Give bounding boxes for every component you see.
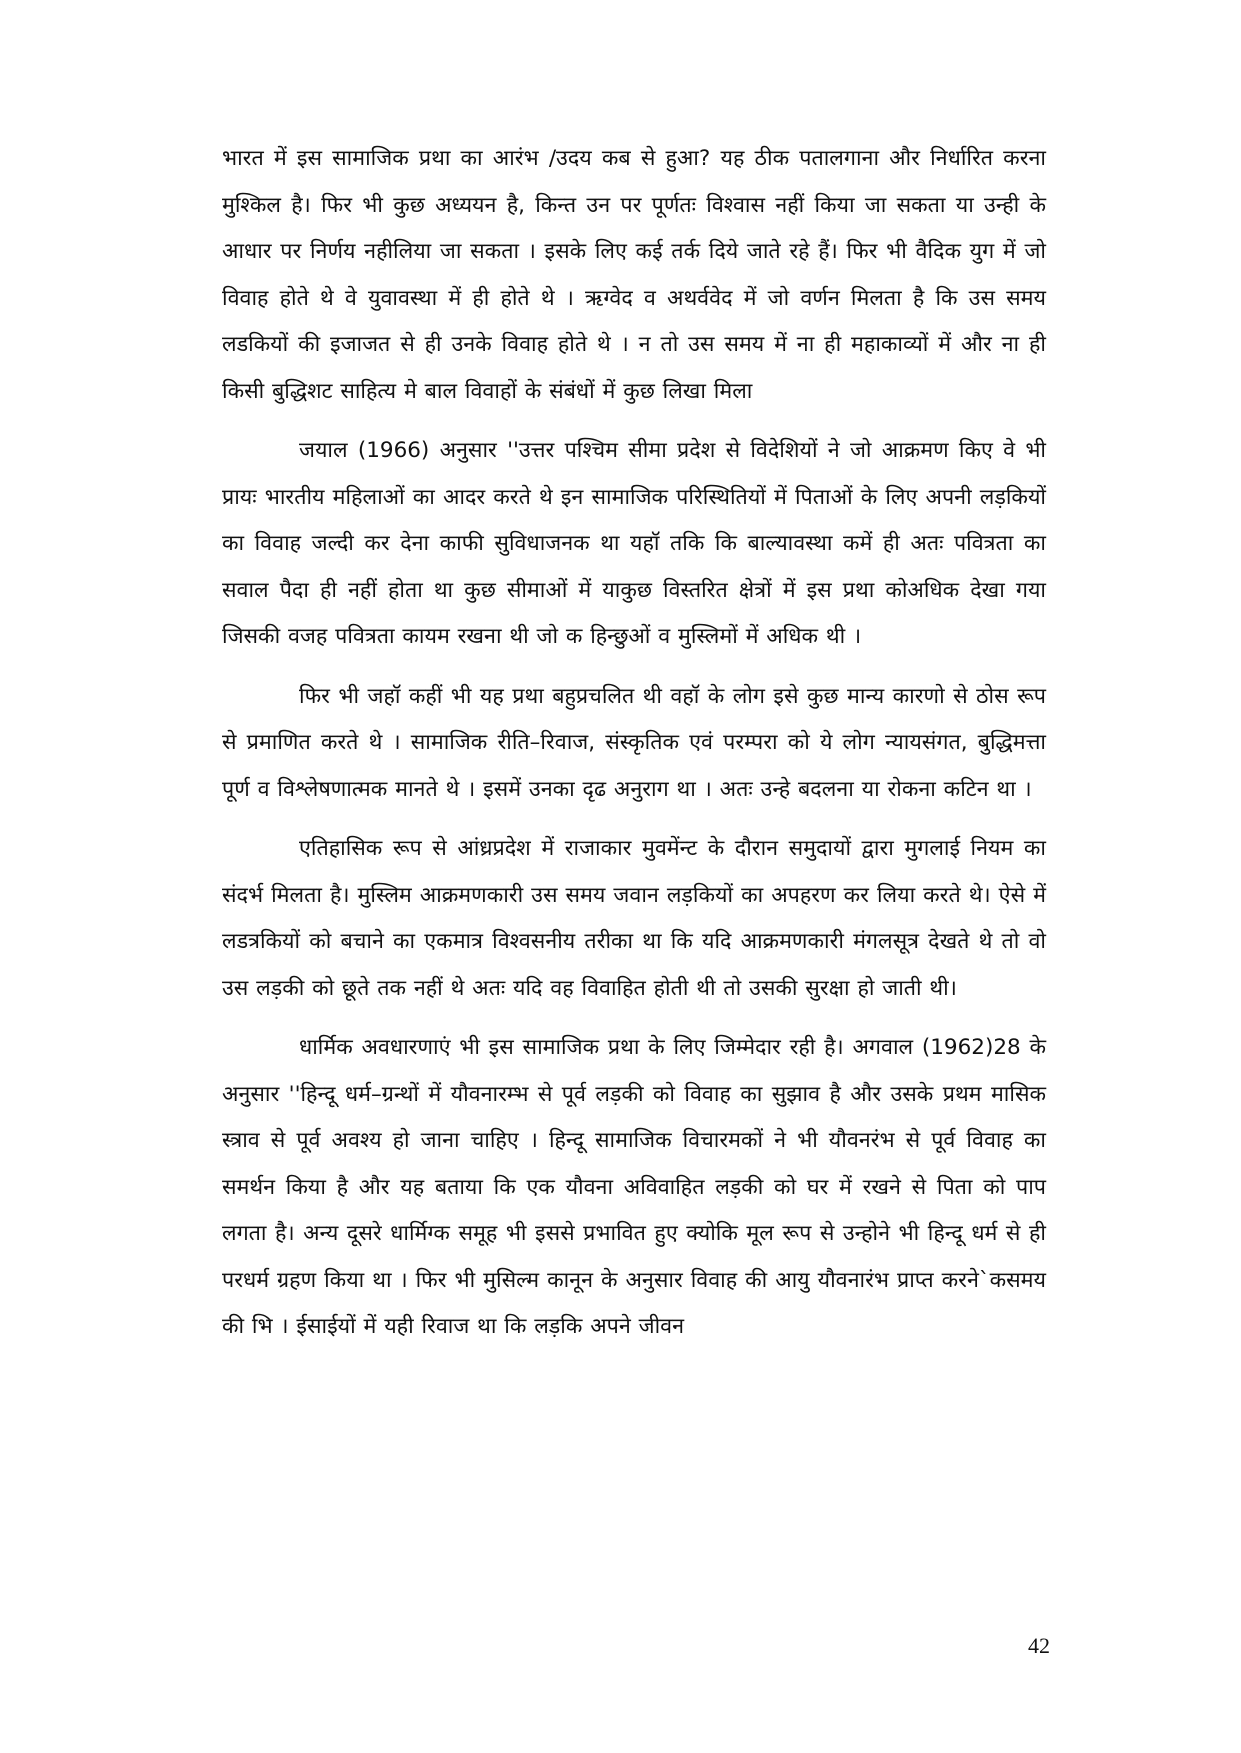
paragraph-2: जयाल (1966) अनुसार ''उत्तर पश्चिम सीमा प्रदेश से विदेशियों ने जो आक्रमण किए वे भी प्रायः भारतीय महिलाओं का आदर करते थे इन सामाजिक परिस्थितियों में पिताओं के लिए अपनी लड़कियों का विवाह जल्दी कर देना काफी सुविधाजनक था यहॉ तकि कि बाल्यावस्था कमें ही अतः पवित्रता का सवाल पैदा ही नहीं होता था कुछ सीमाओं में याकुछ विस्तरित क्षेत्रों में इस प्रथा कोअधिक देखा गया जिसकी वजह पवित्रता कायम रखना थी जो क हिन्छुओं व मुस्लिमों में अधिक थी । bbox=[222, 438, 1046, 649]
paragraph-3: फिर भी जहॉ कहीं भी यह प्रथा बहुप्रचलित थी वहॉ के लोग इसे कुछ मान्य कारणो से ठोस रूप से प्रमाणित करते थे । सामाजिक रीति–रिवाज, संस्कृतिक एवं परम्परा को ये लोग न्यायसंगत, बुद्धिमत्ता पूर्ण व विश्लेषणात्मक मानते थे । इसमें उनका दृढ अनुराग था । अतः उन्हे बदलना या रोकना कटिन था । bbox=[222, 683, 1046, 802]
document-body bbox=[222, 136, 1046, 1351]
page-number: 42 bbox=[1028, 1633, 1050, 1658]
paragraph-1: भारत में इस सामाजिक प्रथा का आरंभ /उदय कब से हुआ? यह ठीक पतालगाना और निर्धारित करना मुश्किल है। फिर भी कुछ अध्ययन है, किन्त उन पर पूर्णतः विश्वास नहीं किया जा सकता या उन्ही के आधार पर निर्णय नहीलिया जा सकता । इसके लिए कई तर्क दिये जाते रहे हैं। फिर भी वैदिक युग में जो विवाह होते थे वे युवावस्था में ही होते थे । ऋग्वेद व अथर्ववेद में जो वर्णन मिलता है कि उस समय लडकियों की इजाजत से ही उनके विवाह होते थे । न तो उस समय में ना ही महाकाव्यों में और ना ही किसी बुद्धिशट साहित्य मे बाल विवाहों के संबंधों में कुछ लिखा मिला bbox=[222, 146, 1046, 404]
paragraph-4: एतिहासिक रूप से आंध्रप्रदेश में राजाकार मुवमेंन्ट के दौरान समुदायों द्वारा मुगलाई नियम का संदर्भ मिलता है। मुस्लिम आक्रमणकारी उस समय जवान लड़कियों का अपहरण कर लिया करते थे। ऐसे में लडत्रकियों को बचाने का एकमात्र विश्वसनीय तरीका था कि यदि आक्रमणकारी मंगलसूत्र देखते थे तो वो उस लड़की को छूते तक नहीं थे अतः यदि वह विवाहित होती थी तो उसकी सुरक्षा हो जाती थी। bbox=[222, 836, 1046, 1001]
paragraph-5: धार्मिक अवधारणाएं भी इस सामाजिक प्रथा के लिए जिम्मेदार रही है। अगवाल (1962)28 के अनुसार ''हिन्दू धर्म–ग्रन्थों में यौवनारम्भ से पूर्व लड़की को विवाह का सुझाव है और उसके प्रथम मासिक स्त्राव से पूर्व अवश्य हो जाना चाहिए । हिन्दू सामाजिक विचारमकों ने भी यौवनरंभ से पूर्व विवाह का समर्थन किया है और यह बताया कि एक यौवना अविवाहित लड़की को घर में रखने से पिता को पाप लगता है। अन्य दूसरे धार्मिग्क समूह भी इससे प्रभावित हुए क्योकि मूल रूप से उन्होने भी हिन्दू धर्म से ही परधर्म ग्रहण किया था । फिर भी मुसिल्म कानून के अनुसार विवाह की आयु यौवनारंभ प्राप्त करने`कसमय की भि । ईसाईयों में यही रिवाज था कि लड़कि अपने जीवन bbox=[222, 1035, 1046, 1339]
